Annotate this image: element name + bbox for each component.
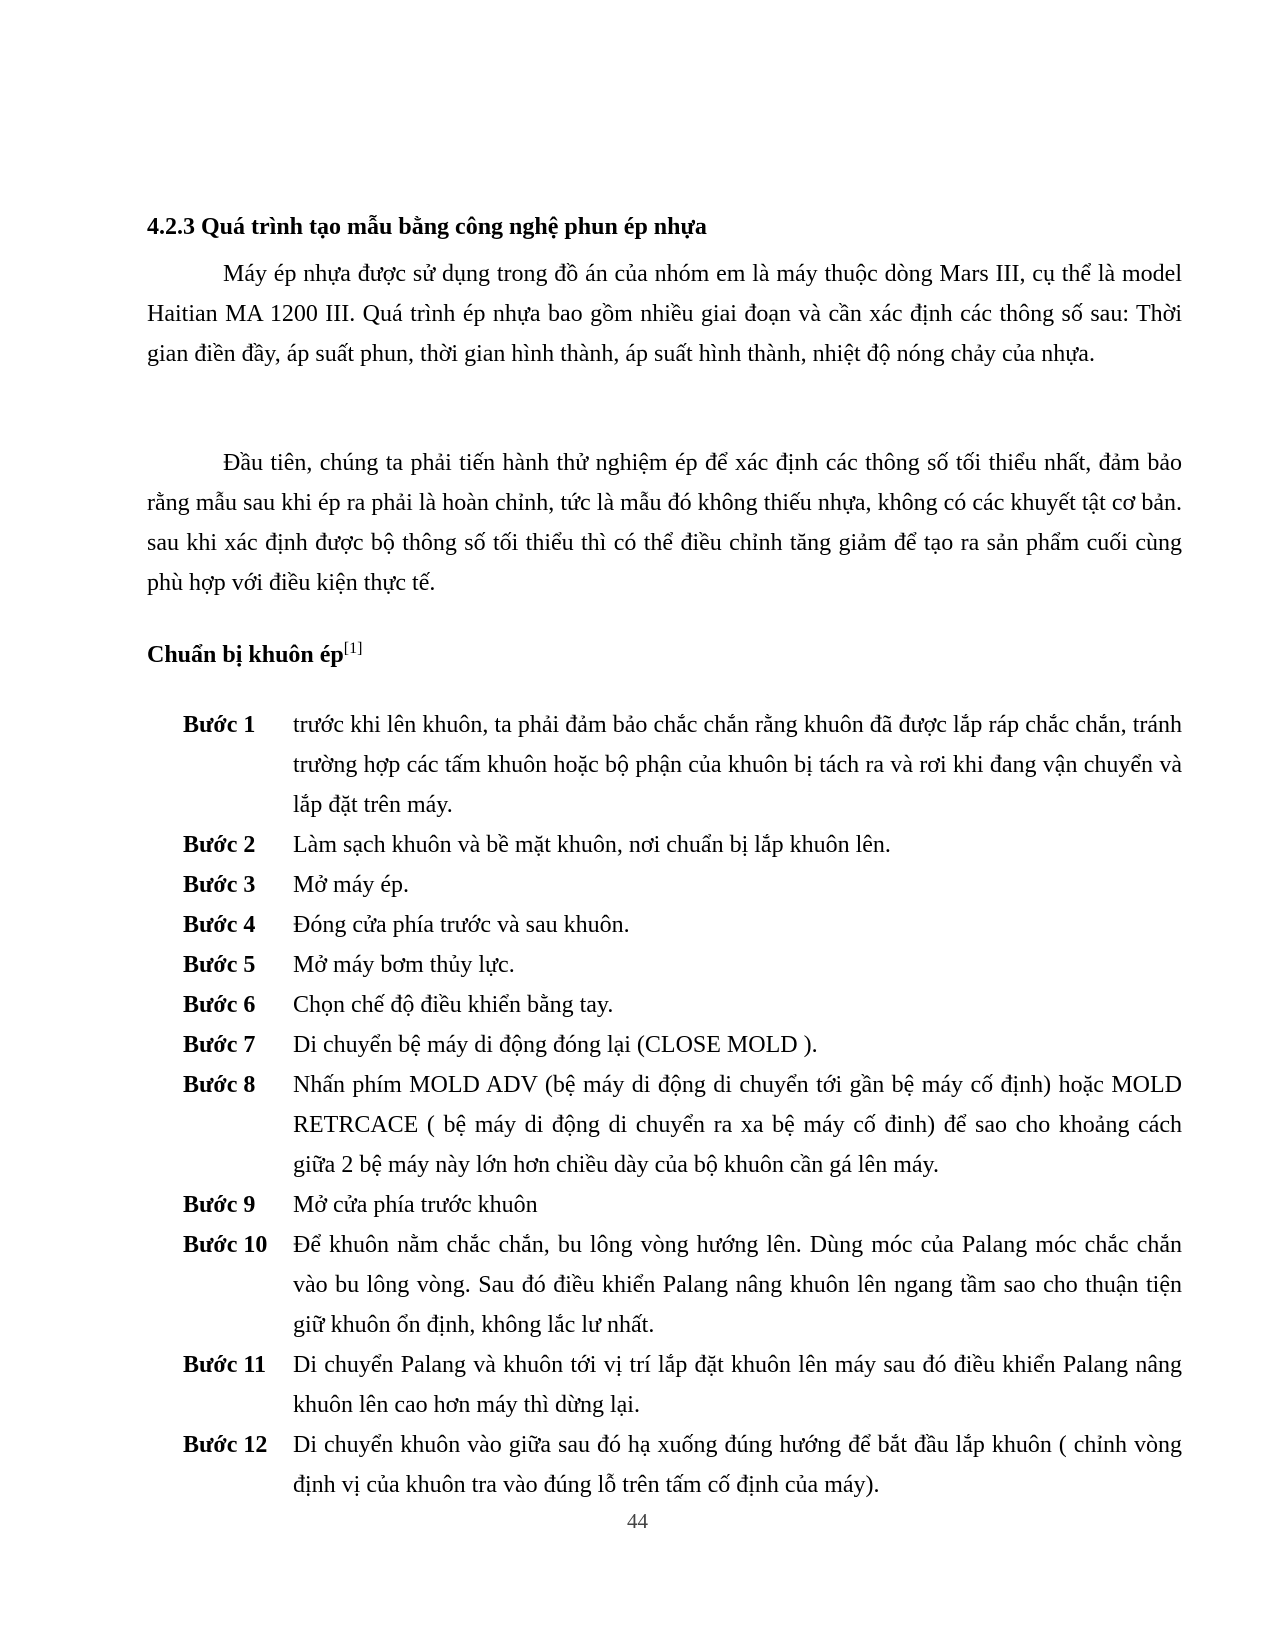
step-text: Làm sạch khuôn và bề mặt khuôn, nơi chuẩn bị lắp khuôn lên. (293, 832, 891, 858)
list-item (183, 825, 1182, 865)
section-heading: 4.2.3 Quá trình tạo mẫu bằng công nghệ phun ép nhựa (147, 214, 707, 240)
step-label: Bước 4 (183, 912, 256, 938)
subheading (147, 640, 362, 670)
step-text: Di chuyển Palang và khuôn tới vị trí lắp đặt khuôn lên máy sau đó điều khiển Palang nâng khuôn lên cao hơn máy thì dừng lại. (293, 1352, 1182, 1418)
step-text: Chọn chế độ điều khiển bằng tay. (293, 992, 614, 1018)
step-label: Bước 9 (183, 1192, 256, 1218)
list-item (183, 1065, 1182, 1185)
list-item (183, 865, 1182, 905)
step-text: Mở máy bơm thủy lực. (293, 952, 515, 978)
list-item (183, 905, 1182, 945)
step-label: Bước 10 (183, 1232, 268, 1258)
step-text: Di chuyển bệ máy di động đóng lại (CLOSE MOLD ). (293, 1032, 818, 1058)
step-text: Đóng cửa phía trước và sau khuôn. (293, 912, 630, 938)
step-label: Bước 11 (183, 1352, 267, 1378)
page-number: 44 (627, 1509, 648, 1533)
list-item (183, 1185, 1182, 1225)
list-item (183, 1425, 1182, 1505)
step-label: Bước 12 (183, 1432, 268, 1458)
list-item (183, 1225, 1182, 1345)
list-item (183, 705, 1182, 825)
step-label: Bước 2 (183, 832, 256, 858)
step-text: Nhấn phím MOLD ADV (bệ máy di động di chuyển tới gần bệ máy cố định) hoặc MOLD RETRCACE ( bệ máy di động di chuyển ra xa bệ máy cố đinh) để sao cho khoảng cách giữa 2 bệ máy này lớn hơn chiều dày của bộ khuôn cần gá lên máy. (293, 1072, 1182, 1178)
list-item (183, 945, 1182, 985)
step-text: Mở máy ép. (293, 872, 410, 898)
paragraph: Đầu tiên, chúng ta phải tiến hành thử nghiệm ép để xác định các thông số tối thiểu nhất, đảm bảo rằng mẫu sau khi ép ra phải là hoàn chỉnh, tức là mẫu đó không thiếu nhựa, không có các khuyết tật cơ bản. sau khi xác định được bộ thông số tối thiểu thì có thể điều chỉnh tăng giảm để tạo ra sản phẩm cuối cùng phù hợp với điều kiện thực tế. (147, 450, 1182, 596)
step-label: Bước 1 (183, 712, 256, 738)
step-label: Bước 6 (183, 992, 256, 1018)
step-text: Mở cửa phía trước khuôn (293, 1192, 538, 1218)
step-list (183, 705, 1182, 1505)
step-label: Bước 8 (183, 1072, 256, 1098)
step-text: Để khuôn nằm chắc chắn, bu lông vòng hướng lên. Dùng móc của Palang móc chắc chắn vào bu lông vòng. Sau đó điều khiển Palang nâng khuôn lên ngang tầm sao cho thuận tiện giữ khuôn ổn định, không lắc lư nhất. (293, 1232, 1182, 1338)
paragraph: Máy ép nhựa được sử dụng trong đồ án của nhóm em là máy thuộc dòng Mars III, cụ thể là model Haitian MA 1200 III. Quá trình ép nhựa bao gồm nhiều giai đoạn và cần xác định các thông số sau: Thời gian điền đầy, áp suất phun, thời gian hình thành, áp suất hình thành, nhiệt độ nóng chảy của nhựa. (147, 261, 1182, 367)
citation-superscript: [1] (343, 640, 363, 657)
step-label: Bước 3 (183, 872, 256, 898)
step-text: trước khi lên khuôn, ta phải đảm bảo chắc chắn rằng khuôn đã được lắp ráp chắc chắn, tránh trường hợp các tấm khuôn hoặc bộ phận của khuôn bị tách ra và rơi khi đang vận chuyển và lắp đặt trên máy. (293, 712, 1182, 818)
subheading-text: Chuẩn bị khuôn ép (147, 642, 344, 668)
list-item (183, 1025, 1182, 1065)
step-label: Bước 7 (183, 1032, 256, 1058)
list-item (183, 1345, 1182, 1425)
step-text: Di chuyển khuôn vào giữa sau đó hạ xuống đúng hướng để bắt đầu lắp khuôn ( chỉnh vòng định vị của khuôn tra vào đúng lỗ trên tấm cố định của máy). (293, 1432, 1182, 1498)
step-label: Bước 5 (183, 952, 256, 978)
list-item (183, 985, 1182, 1025)
